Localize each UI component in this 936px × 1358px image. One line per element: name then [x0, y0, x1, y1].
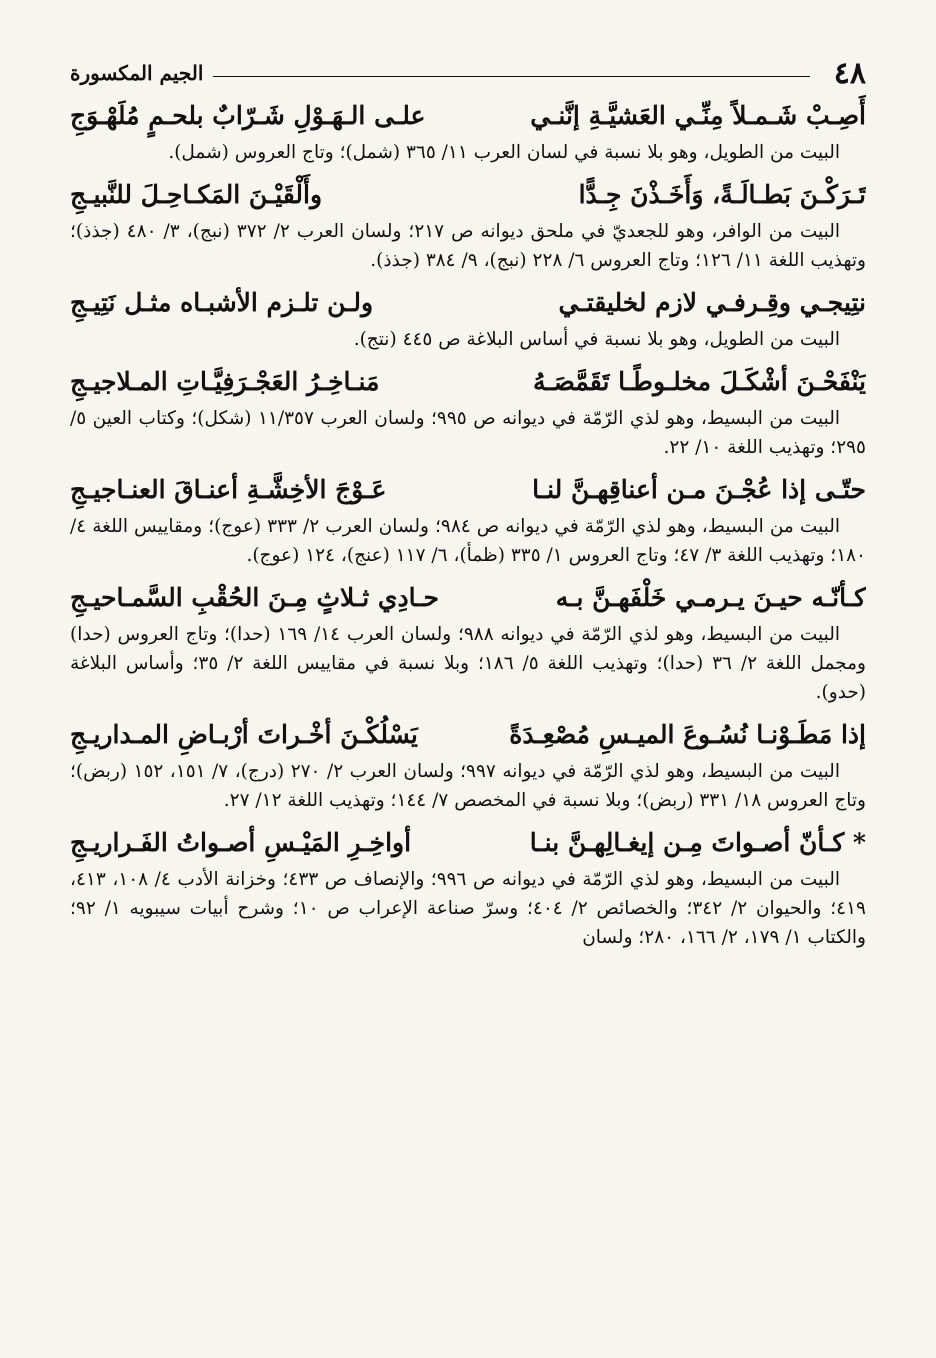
header-rule: [213, 76, 810, 77]
verse-entry: [70, 173, 866, 275]
verse-note: البيت من الوافر، وهو للجعديّ في ملحق ديوانه ص ٢١٧؛ ولسان العرب ٢/ ٣٧٢ (نبج)، ٣/ ٤٨٠ (جذذ)؛ وتهذيب اللغة ١١/ ١٢٦؛ وتاج العروس ٦/ ٢٢٨ (نبج)، ٩/ ٣٨٤ (جذذ).: [70, 221, 866, 271]
verse-entry: [70, 281, 866, 354]
verse-note: البيت من البسيط، وهو لذي الرّمّة في ديوانه ٩٨٨؛ ولسان العرب ١٤/ ١٦٩ (حدا)؛ وتاج العروس (حدا) ومجمل اللغة ٢/ ٣٦ (حدا)؛ وتهذيب اللغة ٥/ ١٨٦؛ وبلا نسبة في مقاييس اللغة ٢/ ٣٥؛ وأساس البلاغة (حدو).: [70, 624, 866, 703]
first-hemistich: تَـرَكْـنَ بَطـالَـةً، وَأَخَـذْنَ جِـدًّا: [578, 180, 866, 209]
verse-line: [70, 173, 866, 217]
first-hemistich: يَنْفَحْـنَ أشْكَـلَ مخلـوطًـا تَقَمَّصَـهُ: [532, 367, 866, 396]
second-hemistich: أواخِـرِ المَيْـسِ أصـواتُ الفَـراريـجِ: [70, 828, 412, 857]
first-hemistich: حتّـى إذا عُجْـنَ مـن أعناقِهـنَّ لنـا: [532, 475, 866, 504]
verse-note: البيت من البسيط، وهو لذي الرّمّة في ديوانه ٩٩٧؛ ولسان العرب ٢/ ٢٧٠ (درج)، ٧/ ١٥١، ١٥٢ (ربض)؛ وتاج العروس ١٨/ ٣٣١ (ربض)؛ وبلا نسبة في المخصص ٧/ ١٤٤؛ وتهذيب اللغة ١٢/ ٢٧.: [70, 761, 866, 811]
verse-note: البيت من البسيط، وهو لذي الرّمّة في ديوانه ص ٩٩٦؛ والإنصاف ص ٤٣٣؛ وخزانة الأدب ٤/ ١٠٨، ٤١٣، ٤١٩؛ والحيوان ٢/ ٣٤٢؛ والخصائص ٢/ ٤٠٤؛ وسرّ صناعة الإعراب ص ١٠؛ وشرح أبيات سيبويه ١/ ٩٢؛ والكتاب ١/ ١٧٩، ٢/ ١٦٦، ٢٨٠؛ ولسان: [70, 869, 866, 948]
verse-line: [70, 821, 866, 865]
verse-line: [70, 576, 866, 620]
first-hemistich: إذا مَطَـوْنـا نُسُـوعَ الميـسِ مُصْعِـدَةً: [509, 720, 866, 749]
verse-entry: [70, 576, 866, 707]
verse-line: [70, 360, 866, 404]
running-title: الجيم المكسورة: [70, 61, 204, 85]
page-number: ٤٨: [833, 55, 866, 91]
verse-entry: [70, 94, 866, 167]
verse-note: البيت من الطويل، وهو بلا نسبة في لسان العرب ١١/ ٣٦٥ (شمل)؛ وتاج العروس (شمل).: [168, 142, 840, 163]
second-hemistich: عَـوْجَ الأخِشَّـةِ أعنـاقَ العنـاجيـجِ: [70, 475, 387, 504]
second-hemistich: حـادِي ثـلاثٍ مِـنَ الحُقْبِ السَّمـاحيـجِ: [70, 583, 440, 612]
verse-line: [70, 468, 866, 512]
verse-note: البيت من البسيط، وهو لذي الرّمّة في ديوانه ص ٩٨٤؛ ولسان العرب ٢/ ٣٣٣ (عوج)؛ ومقاييس اللغة ٤/ ١٨٠؛ وتهذيب اللغة ٣/ ٤٧؛ وتاج العروس ١/ ٣٣٥ (ظمأ)، ٦/ ١١٧ (عنج)، ١٢٤ (عوج).: [70, 516, 866, 566]
verse-note: البيت من البسيط، وهو لذي الرّمّة في ديوانه ص ٩٩٥؛ ولسان العرب ١١/٣٥٧ (شكل)؛ وكتاب العين ٥/ ٢٩٥؛ وتهذيب اللغة ١٠/ ٢٢.: [70, 408, 866, 458]
verse-entry: [70, 713, 866, 815]
second-hemistich: ولـن تلـزم الأشبـاه مثـل نَتِيـجِ: [70, 288, 374, 317]
verse-entry: [70, 468, 866, 570]
verse-entry: [70, 360, 866, 462]
first-hemistich: * كـأنّ أصـواتَ مِـن إيغـالِهـنَّ بنـا: [529, 828, 866, 857]
verse-line: [70, 94, 866, 138]
first-hemistich: أَصِـبْ شَـمـلاً مِنِّـي العَشيَّـةِ إنَّنـي: [530, 101, 866, 130]
page-header: [70, 52, 866, 94]
second-hemistich: علـى الـهَـوْلِ شَـرّابٌ بلحـمٍ مُلَهْـوَجِ: [70, 101, 426, 130]
book-page: [70, 52, 866, 1322]
second-hemistich: مَنـاخِـرُ العَجْـرَفِيَّـاتِ المـلاجيـجِ: [70, 367, 380, 396]
first-hemistich: نتِيجـي وقِـرفـي لازم لخليقتـي: [558, 288, 866, 317]
verse-line: [70, 713, 866, 757]
verse-note: البيت من الطويل، وهو بلا نسبة في أساس البلاغة ص ٤٤٥ (نتج).: [353, 329, 840, 350]
verse-line: [70, 281, 866, 325]
second-hemistich: يَسْلُكْـنَ أخْـراتَ أرْبـاضِ المـداريـجِ: [70, 720, 418, 749]
first-hemistich: كـأنّـه حيـنَ يـرمـي خَلْفَهـنَّ بـه: [555, 583, 866, 612]
verse-entry: [70, 821, 866, 952]
second-hemistich: وأَلْقَيْـنَ المَكـاحِـلَ للنَّبيـجِ: [70, 180, 323, 209]
